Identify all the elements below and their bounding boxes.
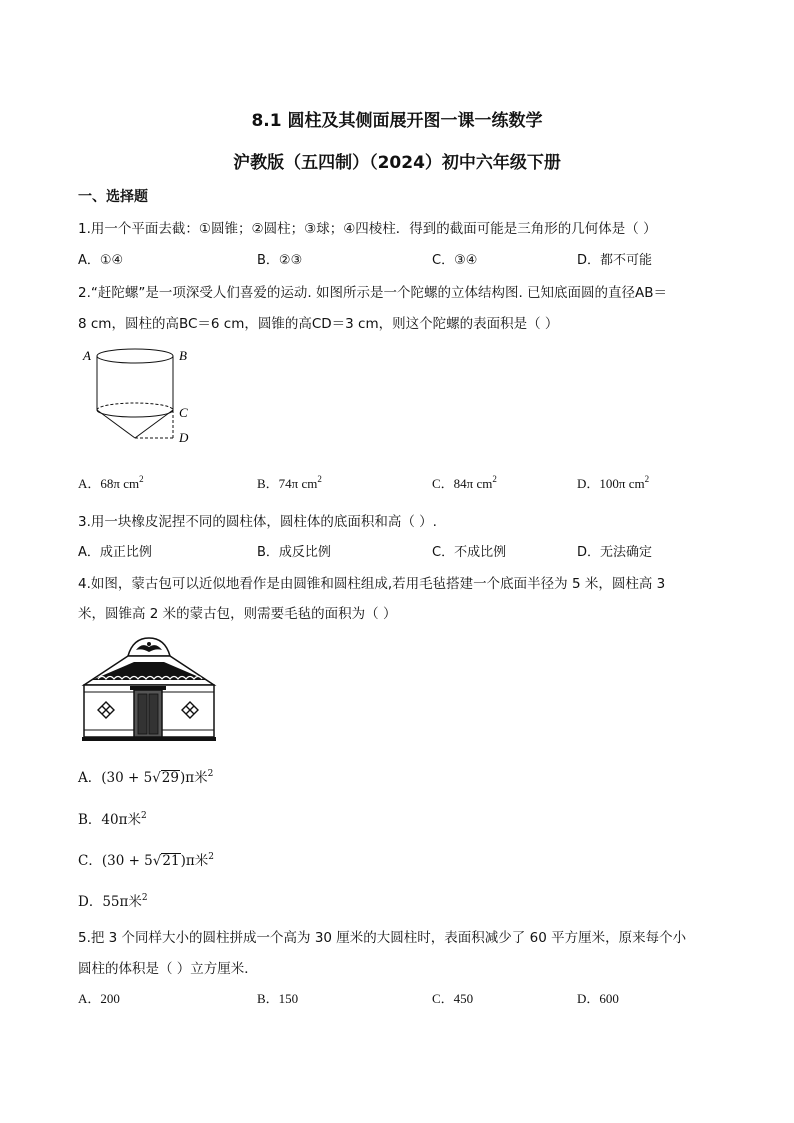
question-2-option-a[interactable]: A．68π $cm^2$ <box>78 474 144 491</box>
question-4-option-b[interactable]: B．40π米$^2$ <box>78 811 147 828</box>
question-3-option-a[interactable]: A．成正比例 <box>78 545 152 560</box>
question-3-option-b[interactable]: B．成反比例 <box>257 545 331 560</box>
figure-label-c: C <box>179 405 188 420</box>
page-subtitle: 沪教版（五四制）（2024）初中六年级下册 <box>233 153 561 173</box>
question-2-option-b[interactable]: B．74π $cm^2$ <box>257 474 322 491</box>
figure-label-d: D <box>179 430 189 445</box>
spinning-top-figure <box>78 340 208 450</box>
question-4-option-c[interactable]: C．(30 + 5√21)π米$^2$ <box>78 852 214 869</box>
question-1-option-a[interactable]: A．①④ <box>78 253 124 268</box>
question-5-option-c[interactable]: C．450 <box>432 991 474 1006</box>
question-1-option-b[interactable]: B．②③ <box>257 253 303 268</box>
question-2-stem-line2: 8 cm，圆柱的高BC＝6 cm，圆锥的高CD＝3 cm，则这个陀螺的表面积是（ ） <box>78 316 559 332</box>
question-3-option-d[interactable]: D．无法确定 <box>577 545 653 560</box>
question-4-option-d[interactable]: D．55π米$^2$ <box>78 893 148 910</box>
question-5-option-b[interactable]: B．150 <box>257 991 299 1006</box>
question-2-option-c[interactable]: C．84π $cm^2$ <box>432 474 497 491</box>
question-2-option-d[interactable]: D．100π $cm^2$ <box>577 474 650 491</box>
question-5-option-d[interactable]: D．600 <box>577 991 619 1006</box>
question-1-option-c[interactable]: C．③④ <box>432 253 478 268</box>
figure-label-a: A <box>83 348 91 363</box>
question-2-stem-line1: 2.“赶陀螺”是一项深受人们喜爱的运动. 如图所示是一个陀螺的立体结构图. 已知底面圆的直径AB＝ <box>78 285 668 301</box>
question-3-option-c[interactable]: C．不成比例 <box>432 545 507 560</box>
question-3-stem: 3.用一块橡皮泥捏不同的圆柱体，圆柱体的底面积和高（ ）. <box>78 514 437 530</box>
page-title: 8.1 圆柱及其侧面展开图一课一练数学 <box>251 111 543 131</box>
yurt-image <box>78 632 220 744</box>
section-heading: 一、选择题 <box>78 189 148 205</box>
question-4-stem-line2: 米，圆锥高 2 米的蒙古包，则需要毛毡的面积为（ ） <box>78 606 397 622</box>
question-1-option-d[interactable]: D．都不可能 <box>577 253 653 268</box>
question-5-stem-line2: 圆柱的体积是（ ）立方厘米． <box>78 961 258 977</box>
figure-label-b: B <box>179 348 187 363</box>
question-5-option-a[interactable]: A．200 <box>78 991 120 1006</box>
question-1-stem: 1.用一个平面去截：①圆锥；②圆柱；③球；④四棱柱．得到的截面可能是三角形的几何体是（ ） <box>78 221 657 237</box>
question-5-stem-line1: 5.把 3 个同样大小的圆柱拼成一个高为 30 厘米的大圆柱时，表面积减少了 60 平方厘米，原来每个小 <box>78 930 687 946</box>
question-4-stem-line1: 4.如图，蒙古包可以近似地看作是由圆锥和圆柱组成,若用毛毡搭建一个底面半径为 5 米，圆柱高 3 <box>78 576 666 592</box>
question-4-option-a[interactable]: A．(30 + 5√29)π米$^2$ <box>78 769 214 786</box>
